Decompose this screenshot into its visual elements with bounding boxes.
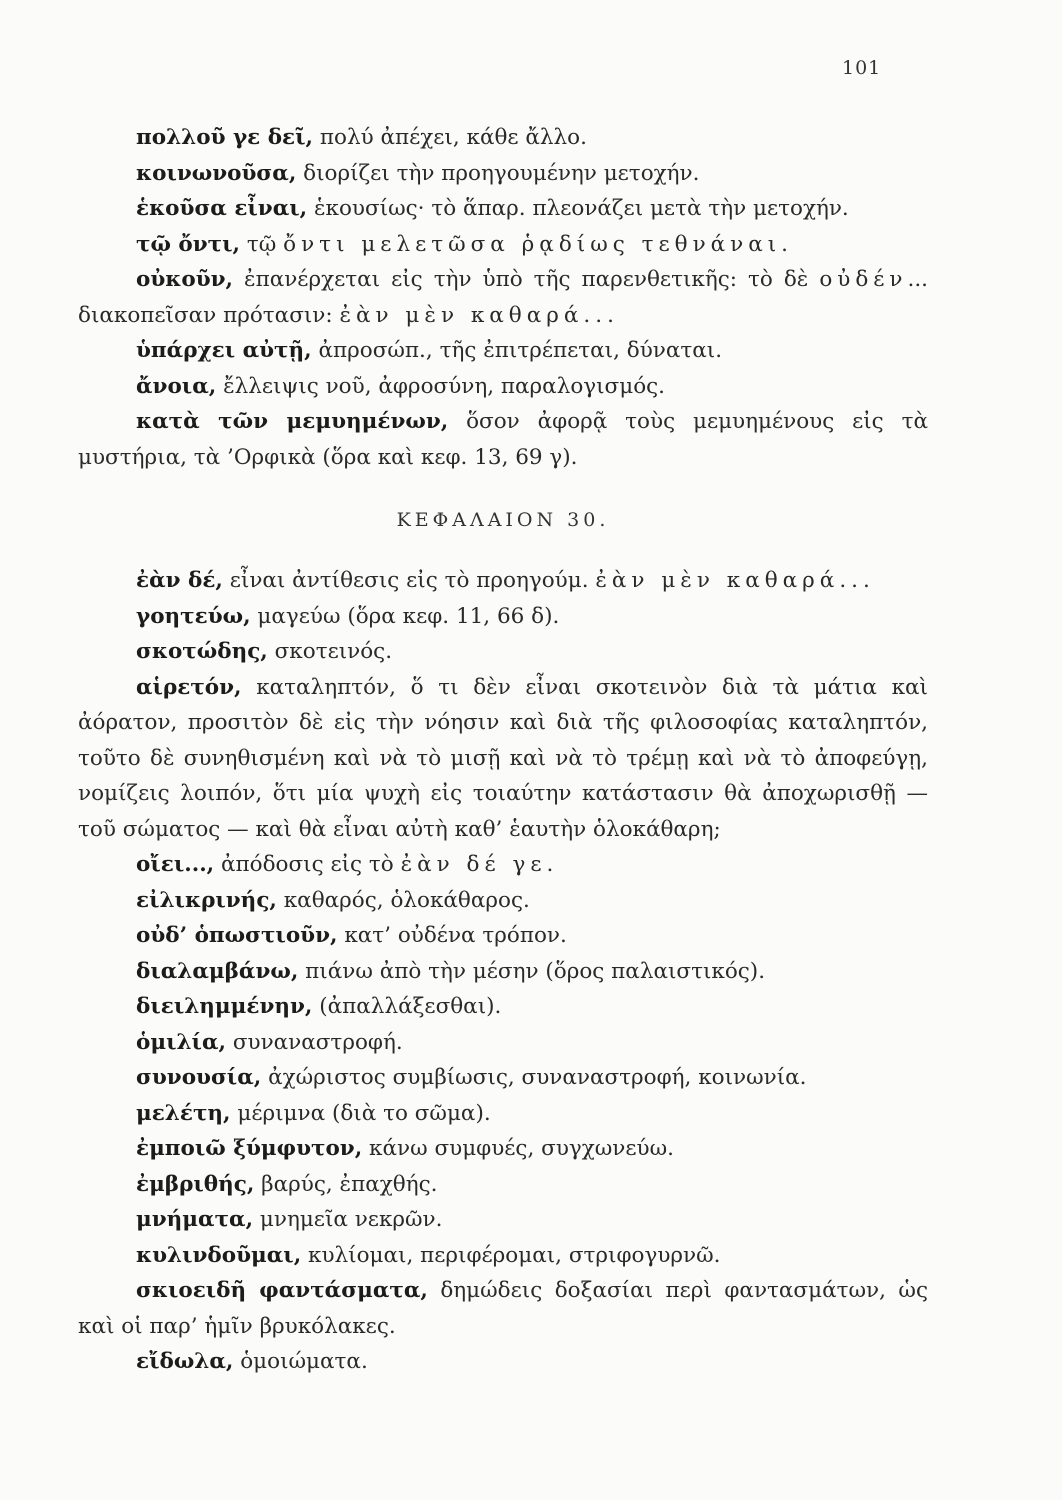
chapter-heading: ΚΕΦΑΛΑΙΟΝ 30. <box>396 509 610 531</box>
entry-definition: (ἀπαλλάξεσθαι). <box>312 994 502 1019</box>
glossary-entry <box>78 670 928 848</box>
entry-definition: κυλίομαι, περιφέρομαι, στριφογυρνῶ. <box>301 1242 721 1268</box>
glossary-entry <box>78 333 928 369</box>
glossary-entry <box>78 369 928 405</box>
entry-definition: κάνω συμφυές, συγχωνεύω. <box>362 1136 674 1161</box>
entry-spaced-text: ὄντι μελετῶσα ῥᾳδίως τεθνάναι. <box>283 231 794 257</box>
entry-definition: σκοτεινός. <box>267 639 393 664</box>
entry-spaced-text: ἐὰν μὲν καθαρά... <box>595 568 875 593</box>
glossary-entry <box>78 191 928 227</box>
entry-headword: κατὰ τῶν μεμυημένων, <box>136 409 449 434</box>
entry-spaced-text: ἐὰν μὲν καθαρά... <box>339 302 619 328</box>
entry-headword: οὐκοῦν, <box>136 267 234 292</box>
glossary-entry <box>78 1202 928 1238</box>
entry-definition: μέριμνα (διὰ το σῶμα). <box>230 1100 491 1126</box>
entry-headword: μνήματα, <box>136 1207 254 1232</box>
entry-headword: σκιοειδῆ φαντάσματα, <box>136 1278 428 1303</box>
glossary-entry <box>78 1238 928 1274</box>
entry-definition: ... διακοπεῖσαν πρότασιν: <box>78 267 928 328</box>
entry-definition: πολύ ἀπέχει, κάθε ἄλλο. <box>313 125 587 150</box>
glossary-entry <box>78 1344 928 1380</box>
entry-spaced-text: ἐὰν δέ γε. <box>400 852 559 877</box>
glossary-entry <box>78 883 928 919</box>
entry-headword: σκοτώδης, <box>136 639 268 664</box>
entry-definition: ἐπανέρχεται εἰς τὴν ὑπὸ τῆς παρενθετικῆς: τὸ δὲ <box>233 267 820 292</box>
entry-headword: τῷ ὄντι, <box>136 231 241 257</box>
entry-definition: διορίζει τὴν προηγουμένην μετοχήν. <box>296 160 700 186</box>
glossary-entry <box>78 989 928 1025</box>
entry-headword: οἴει..., <box>136 852 215 877</box>
entry-definition: καταληπτόν, ὅ τι δὲν εἶναι σκοτεινὸν διὰ τὰ μάτια καὶ ἀόρατον, προσιτὸν δὲ εἰς τὴν νόησιν καὶ διὰ τῆς φιλοσοφίας καταληπτόν, τοῦτο δὲ συνηθισμένη καὶ νὰ τὸ μισῇ καὶ νὰ τὸ τρέμῃ καὶ νὰ τὸ ἀποφεύγῃ, νομίζεις λοιπόν, ὅτι μία ψυχὴ εἰς τοιαύτην κατάστασιν θὰ ἀποχωρισθῇ — τοῦ σώματος — καὶ θὰ εἶναι αὐτὴ καθ’ ἑαυτὴν ὁλοκάθαρη; <box>78 674 928 842</box>
page-content <box>78 120 928 1380</box>
entry-headword: ἄνοια, <box>136 373 217 399</box>
entry-headword: ἑκοῦσα εἶναι, <box>136 196 308 221</box>
glossary-entry <box>78 918 928 954</box>
entry-definition: ἔλλειψις νοῦ, ἀφροσύνη, παραλογισμός. <box>216 373 666 399</box>
entry-definition: βαρύς, ἐπαχθής. <box>254 1171 438 1197</box>
entry-definition: τῷ <box>240 231 284 257</box>
glossary-entry <box>78 1025 928 1061</box>
glossary-entry <box>78 1060 928 1096</box>
glossary-entry <box>78 954 928 990</box>
entry-headword: εἰλικρινής, <box>136 887 277 913</box>
entry-headword: ὑπάρχει αὐτῇ, <box>136 338 312 363</box>
glossary-entry <box>78 847 928 883</box>
entry-definition: ἀπροσώπ., τῆς ἐπιτρέπεται, δύναται. <box>311 338 723 363</box>
entry-spaced-text: οὐδέν <box>819 267 908 292</box>
glossary-entry <box>78 262 928 333</box>
entry-headword: κοινωνοῦσα, <box>136 160 297 186</box>
glossary-entry <box>78 563 928 599</box>
entry-definition: ἑκουσίως· τὸ ἅπαρ. πλεονάζει μετὰ τὴν μετοχήν. <box>307 196 849 221</box>
glossary-entry <box>78 120 928 156</box>
glossary-entry <box>78 227 928 263</box>
glossary-section-1 <box>78 120 928 475</box>
entry-headword: συνουσία, <box>136 1065 262 1090</box>
entry-headword: πολλοῦ γε δεῖ, <box>136 125 314 150</box>
glossary-entry <box>78 1131 928 1167</box>
glossary-entry <box>78 1096 928 1132</box>
glossary-entry <box>78 634 928 670</box>
entry-definition: πιάνω ἀπὸ τὴν μέσην (ὅρος παλαιστικός). <box>298 958 766 984</box>
entry-definition: μνημεῖα νεκρῶν. <box>253 1207 443 1232</box>
entry-headword: κυλινδοῦμαι, <box>136 1242 302 1268</box>
entry-headword: ὁμιλία, <box>136 1029 226 1055</box>
glossary-entry <box>78 1273 928 1344</box>
glossary-section-2 <box>78 563 928 1380</box>
entry-definition: κατ’ οὐδένα τρόπον. <box>337 923 567 948</box>
entry-headword: αἱρετόν, <box>136 674 242 700</box>
entry-headword: ἐὰν δέ, <box>136 568 223 593</box>
entry-headword: ἐμποιῶ ξύμφυτον, <box>136 1136 363 1161</box>
entry-headword: οὐδ’ ὁπωστιοῦν, <box>136 923 338 948</box>
glossary-entry <box>78 599 928 635</box>
entry-definition: ὁμοιώματα. <box>233 1349 368 1374</box>
entry-definition: καθαρός, ὁλοκάθαρος. <box>276 887 530 913</box>
entry-definition: ὅσον ἀφορᾷ τοὺς μεμυημένους εἰς τὰ μυστήρια, τὰ ’Ορφικὰ (ὅρα καὶ κεφ. 13, 69 γ). <box>78 409 928 470</box>
glossary-entry <box>78 1167 928 1203</box>
entry-headword: ἐμβριθής, <box>136 1171 255 1197</box>
entry-definition: μαγεύω (ὅρα κεφ. 11, 66 δ). <box>250 603 560 629</box>
entry-headword: μελέτη, <box>136 1100 231 1126</box>
entry-headword: διειλημμένην, <box>136 994 313 1019</box>
page-number: 101 <box>842 57 882 79</box>
entry-definition: δημώδεις δοξασίαι περὶ φαντασμάτων, ὡς καὶ οἱ παρ’ ἡμῖν βρυκόλακες. <box>78 1278 928 1339</box>
entry-definition: ἀχώριστος συμβίωσις, συναναστροφή, κοινωνία. <box>261 1065 807 1090</box>
entry-headword: διαλαμβάνω, <box>136 958 299 984</box>
entry-definition: εἶναι ἀντίθεσις εἰς τὸ προηγούμ. <box>222 568 596 593</box>
entry-definition: συναναστροφή. <box>226 1029 403 1055</box>
entry-definition: ἀπόδοσις εἰς τὸ <box>214 852 401 877</box>
glossary-entry <box>78 156 928 192</box>
entry-headword: γοητεύω, <box>136 603 251 629</box>
entry-headword: εἴδωλα, <box>136 1349 234 1374</box>
glossary-entry <box>78 404 928 475</box>
